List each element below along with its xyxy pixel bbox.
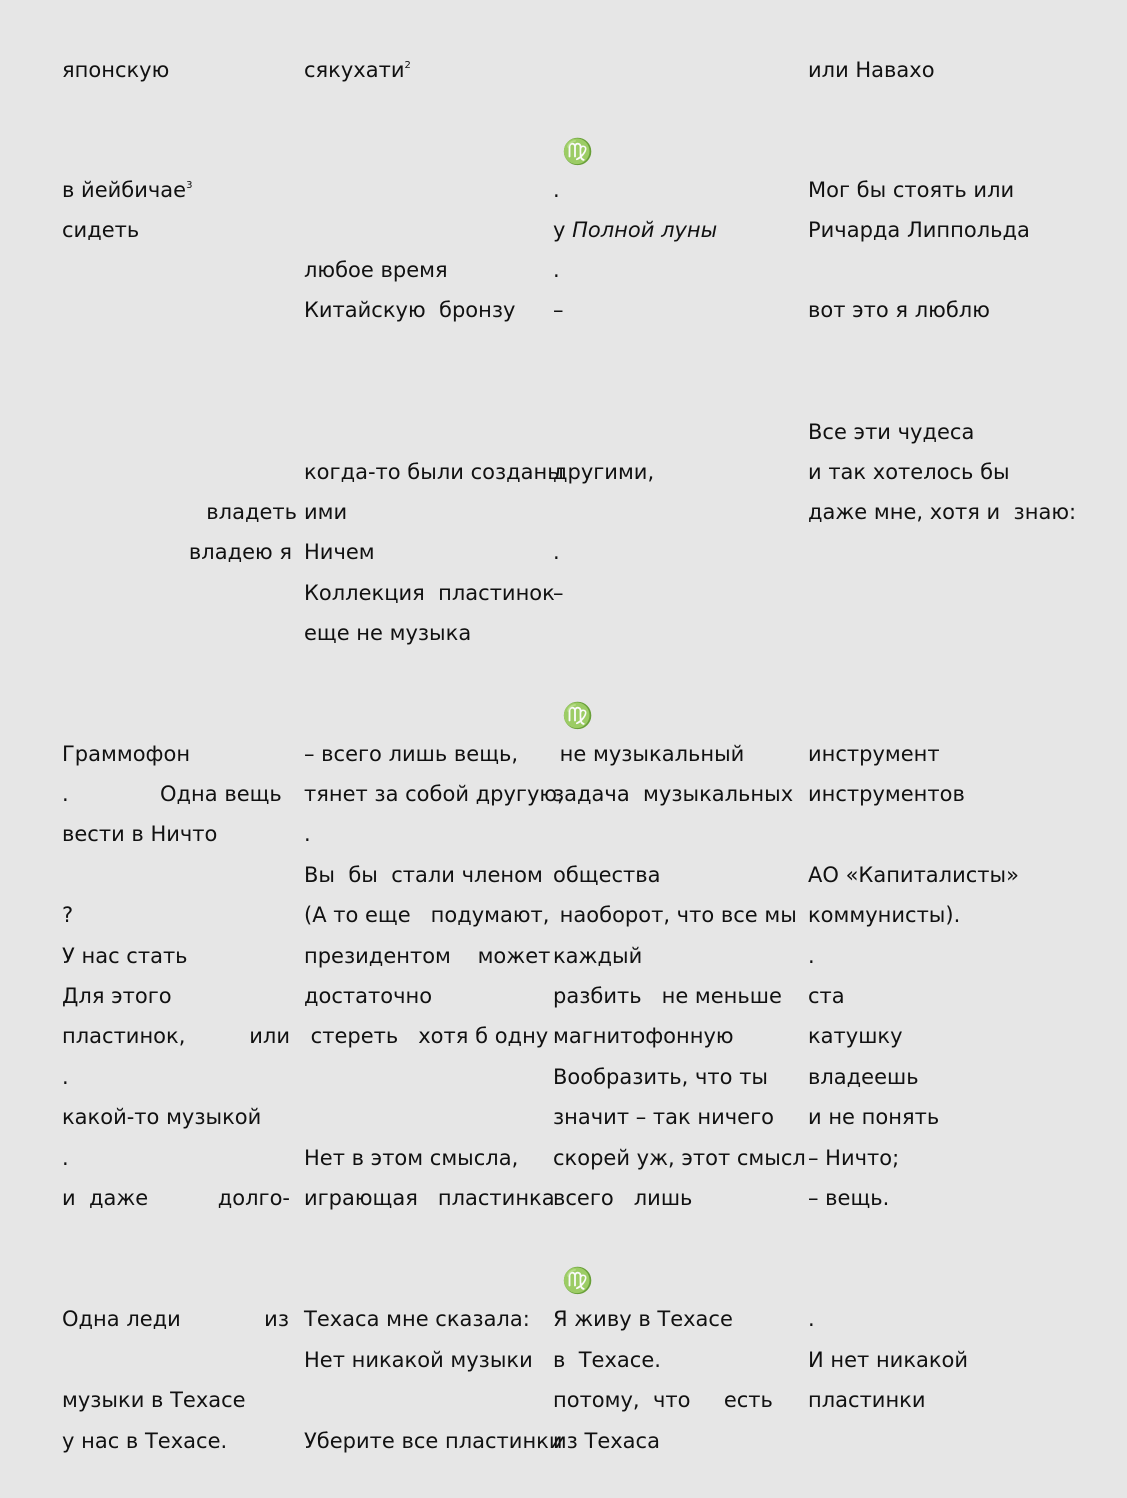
- text-line: всего лишь: [553, 1186, 693, 1210]
- text-line: –: [553, 298, 564, 322]
- text-line: в Техасе.: [553, 1348, 661, 1372]
- virgo-symbol-separator: ♍: [562, 1266, 594, 1295]
- text-line: каждый: [553, 944, 643, 968]
- text-line: Вообразить, что ты: [553, 1065, 769, 1089]
- text-line: коммунисты).: [808, 903, 961, 927]
- text-line: магнитофонную: [553, 1024, 734, 1048]
- text-line: – вещь.: [808, 1186, 890, 1210]
- text-line: Вы бы стали членом: [304, 863, 543, 887]
- text-line: задача музыкальных: [553, 782, 794, 806]
- text-line: ?: [62, 903, 74, 927]
- text-line: катушку: [808, 1024, 903, 1048]
- text-line: тянет за собой другую,: [304, 782, 564, 806]
- text-line: инструмент: [808, 742, 940, 766]
- text-line: Я живу в Техасе: [553, 1307, 733, 1331]
- text-line: или Навахо: [808, 58, 935, 82]
- italic-title: Полной луны: [572, 218, 718, 242]
- text-line: когда-то были созданы: [304, 460, 564, 484]
- text-line: потому, что есть: [553, 1388, 773, 1412]
- text-line: Одна леди: [62, 1307, 181, 1331]
- text-line: Нет в этом смысла,: [304, 1146, 519, 1170]
- text-line: Все эти чудеса: [808, 420, 975, 444]
- text-line: вот это я люблю: [808, 298, 990, 322]
- text-line: и даже: [62, 1186, 149, 1210]
- text-line: общества: [553, 863, 661, 887]
- text-line: АО «Капиталисты»: [808, 863, 1019, 887]
- text-line: Уберите все пластинки: [304, 1429, 563, 1453]
- text-line: из Техаса: [553, 1429, 660, 1453]
- text-line: .: [808, 1307, 815, 1331]
- footnote-marker: 2: [404, 60, 411, 71]
- text-line: –: [553, 581, 564, 605]
- text-line: Граммофон: [62, 742, 191, 766]
- text-line: у Полной луны: [553, 218, 718, 242]
- text-line: владеешь: [808, 1065, 919, 1089]
- text-line: .: [62, 782, 69, 806]
- text-line: .: [62, 1065, 69, 1089]
- text-line: – всего лишь вещь,: [304, 742, 519, 766]
- virgo-symbol-separator: ♍: [562, 701, 594, 730]
- text-line: даже мне, хотя и знаю:: [808, 500, 1077, 524]
- text-line: не музыкальный: [553, 742, 745, 766]
- text-line: президентом может: [304, 944, 551, 968]
- text-line: ста: [808, 984, 845, 1008]
- text-line: сякухати$^2$: [304, 58, 411, 82]
- virgo-symbol-separator: ♍: [562, 137, 594, 166]
- text-line: .: [553, 540, 560, 564]
- text-line: в йейбичае$^3$: [62, 178, 193, 202]
- text-line: .: [553, 178, 560, 202]
- text-line: Китайскую бронзу: [304, 298, 516, 322]
- text-line: японскую: [62, 58, 170, 82]
- text-line: любое время: [304, 258, 448, 282]
- text-line: или: [249, 1024, 290, 1048]
- text-line: .: [304, 822, 311, 846]
- text-line: наоборот, что все мы: [553, 903, 797, 927]
- text-line: у нас в Техасе.: [62, 1429, 228, 1453]
- text-line: .: [62, 1146, 69, 1170]
- text-line: Нет никакой музыки: [304, 1348, 533, 1372]
- text-line: Одна вещь: [160, 782, 282, 806]
- text-line: Коллекция пластинок: [304, 581, 555, 605]
- text-line: Техаса мне сказала:: [304, 1307, 530, 1331]
- text-line: долго-: [217, 1186, 290, 1210]
- text-line: разбить не меньше: [553, 984, 782, 1008]
- text-line: играющая пластинка: [304, 1186, 555, 1210]
- text-line: и не понять: [808, 1105, 940, 1129]
- text-line: Ничем: [304, 540, 375, 564]
- text-line: Для этого: [62, 984, 172, 1008]
- text-line: – Ничто;: [808, 1146, 900, 1170]
- text-line: значит – так ничего: [553, 1105, 774, 1129]
- text-line: .: [808, 944, 815, 968]
- text-line: из: [264, 1307, 289, 1331]
- text-line: Ричарда Липпольда: [808, 218, 1030, 242]
- text-line: стереть хотя б одну: [304, 1024, 549, 1048]
- text-line: У нас стать: [62, 944, 188, 968]
- text-line: владеть: [206, 500, 297, 524]
- text-line: пластинки: [808, 1388, 926, 1412]
- text-line: сидеть: [62, 218, 140, 242]
- text-line: и так хотелось бы: [808, 460, 1010, 484]
- text-line: .: [553, 258, 560, 282]
- text-line: ими: [304, 500, 348, 524]
- text-line: другими,: [553, 460, 655, 484]
- text-line: И нет никакой: [808, 1348, 969, 1372]
- text-line: какой-то музыкой: [62, 1105, 262, 1129]
- text-line: инструментов: [808, 782, 965, 806]
- text-line: пластинок,: [62, 1024, 186, 1048]
- text-line: достаточно: [304, 984, 433, 1008]
- text-line: еще не музыка: [304, 621, 472, 645]
- text-line: (А то еще подумают,: [304, 903, 550, 927]
- text-line: вести в Ничто: [62, 822, 218, 846]
- text-line: скорей уж, этот смысл: [553, 1146, 806, 1170]
- footnote-marker: 3: [186, 180, 193, 191]
- text-line: музыки в Техасе: [62, 1388, 246, 1412]
- text-line: Мог бы стоять или: [808, 178, 1015, 202]
- text-line: владею я: [188, 540, 292, 564]
